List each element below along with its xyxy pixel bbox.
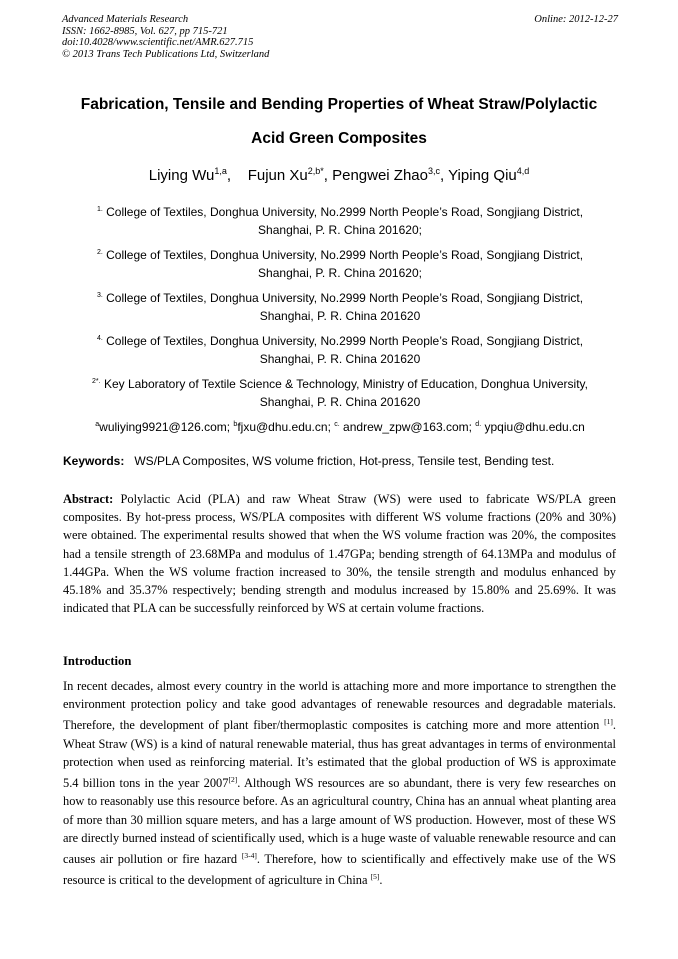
author-sup: 1,a (214, 166, 227, 176)
author-sup: 2,b* (307, 166, 324, 176)
affiliation-mark: 1. (96, 206, 103, 213)
email-mark: b (233, 421, 238, 428)
email-mark: a (95, 421, 100, 428)
body-text: . (379, 873, 383, 888)
doi-line: doi:10.4028/www.scientific.net/AMR.627.715 (62, 37, 254, 48)
email-mark: d. (475, 421, 482, 428)
author-sup: 4,d (516, 166, 530, 176)
affiliation-line: College of Textiles, Donghua University, No.2999 North People’s Road, Songjiang District, (106, 291, 584, 305)
citation-ref[interactable]: [1] (604, 717, 613, 727)
affiliation-line: Shanghai, P. R. China 201620; (258, 223, 422, 237)
citation-ref[interactable]: [2] (228, 775, 238, 785)
affiliation-mark: 2*. (92, 378, 101, 385)
keywords-section (63, 454, 619, 468)
body-text: In recent decades, almost every country in the world is attaching more and more importance to strengthen the environment protection policy and take good advantages of renewable resources and degradable materials. Therefore, the development of plant fiber/thermoplastic composites is catching more and more attention (63, 679, 616, 733)
citation-ref[interactable]: [5] (370, 872, 380, 882)
abstract-text: Polylactic Acid (PLA) and raw Wheat Straw (WS) were used to fabricate WS/PLA green composites. By hot-press process, WS/PLA composites with different WS volume fractions (20% and 30%) were obtained. The experimental results showed that when the WS volume fraction was 20%, the composites had a tensile strength of 23.68MPa and modulus of 1.47GPa; bending strength of 64.13MPa and modulus of 1.44GPa. When the WS volume fraction increased to 30%, the tensile strength and modulus enhanced by 45.18% and 35.37% respectively; bending strength and modulus increased by 15.80% and 25.69%. It was indicated that PLA can be successfully reinforced by WS at certain volume fractions. (63, 492, 616, 616)
affiliation-mark: 3. (96, 292, 103, 299)
affiliation-line: College of Textiles, Donghua University, No.2999 North People’s Road, Songjiang District, (106, 205, 584, 219)
affiliations (62, 201, 618, 436)
introduction-paragraph (63, 677, 616, 890)
abstract-section (63, 490, 616, 617)
keywords-label: Keywords: (63, 454, 125, 468)
body-text: . Wheat Straw (WS) is a kind of natural renewable material, thus has great advantages in terms of environmental protection when used as reinforcing material. It’s estimated that the global production of WS is approximate 5.4 billion tons in the year 2007 (63, 718, 616, 791)
affiliation (62, 244, 618, 282)
keywords-text: WS/PLA Composites, WS volume friction, Hot-press, Tensile test, Bending test. (134, 454, 555, 468)
title-line-2: Acid Green Composites (251, 130, 427, 147)
affiliation (62, 201, 618, 239)
affiliation-mark: 2. (96, 249, 103, 256)
affiliation-line: Key Laboratory of Textile Science & Technology, Ministry of Education, Donghua University, (103, 377, 588, 391)
running-header (62, 14, 618, 60)
author-name: Liying Wu (148, 167, 215, 184)
online-date: Online: 2012-12-27 (534, 14, 618, 25)
citation-ref[interactable]: [3-4] (241, 851, 257, 861)
journal-name: Advanced Materials Research (62, 14, 189, 25)
email-list (62, 416, 618, 436)
body-text: . Although WS resources are so abundant, there is very few researches on how to reasonably use this resource before. As an agricultural country, China has an annual wheat planting area of more than 30 million square meters, and has a large amount of WS production. However, most of these WS are directly burned instead of scientifically used, which is a huge waste of valuable renewable resource and can causes air pollution or fire hazard (63, 776, 616, 867)
affiliation (62, 373, 618, 411)
affiliation-line: Shanghai, P. R. China 201620; (258, 266, 422, 280)
affiliation-line: Shanghai, P. R. China 201620 (259, 309, 421, 323)
author-name: Yiping Qiu (448, 167, 517, 184)
affiliation-line: College of Textiles, Donghua University, No.2999 North People’s Road, Songjiang District, (106, 248, 584, 262)
author-name: Pengwei Zhao (332, 167, 428, 184)
paper-title (40, 88, 638, 156)
title-line-1: Fabrication, Tensile and Bending Properties of Wheat Straw/Polylactic (80, 96, 598, 113)
author-separator: , (226, 167, 248, 184)
email-address[interactable]: wuliying9921@126.com; (99, 420, 234, 434)
author-name: Fujun Xu (247, 167, 308, 184)
affiliation-line: College of Textiles, Donghua University, No.2999 North People’s Road, Songjiang District, (106, 334, 584, 348)
abstract-label: Abstract: (63, 492, 114, 506)
author-list (40, 166, 638, 184)
author-sup: 3,c (428, 166, 441, 176)
email-address[interactable]: ypqiu@dhu.edu.cn (484, 420, 585, 434)
affiliation-mark: 4. (96, 335, 103, 342)
affiliation-line: Shanghai, P. R. China 201620 (259, 395, 421, 409)
section-heading-introduction: Introduction (63, 654, 132, 668)
affiliation-line: Shanghai, P. R. China 201620 (259, 352, 421, 366)
affiliation (62, 330, 618, 368)
author-separator: , (323, 167, 333, 184)
email-address[interactable]: fjxu@dhu.edu.cn; (237, 420, 335, 434)
author-separator: , (440, 167, 449, 184)
copyright-line: © 2013 Trans Tech Publications Ltd, Switzerland (62, 48, 270, 60)
email-address[interactable]: andrew_zpw@163.com; (343, 420, 476, 434)
issn-line: ISSN: 1662-8985, Vol. 627, pp 715-721 (62, 25, 228, 37)
body-text: . Therefore, how to scientifically and effectively make use of the WS resource is critical to the development of agriculture in China (63, 852, 616, 888)
email-mark: c. (334, 421, 340, 428)
affiliation (62, 287, 618, 325)
